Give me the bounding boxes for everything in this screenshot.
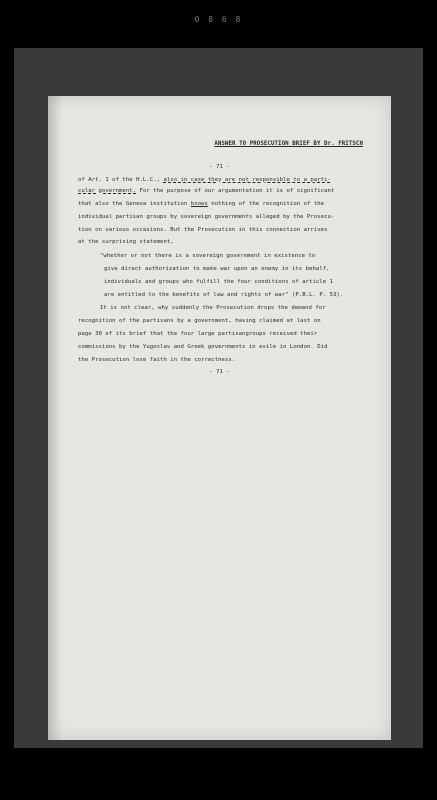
document-header: ANSWER TO PROSECUTION BRIEF BY Dr. FRITSCH (214, 141, 363, 147)
quote-line: give direct authorization to make war upon an enemy in its behalf, (104, 266, 330, 272)
text-line: that also the Geneva institution knows nothing of the recognition of the (78, 201, 325, 207)
page-number-top: - 71 - (209, 164, 230, 170)
text-line: commissions by the Yugoslav and Greek governments in exile in London. Did (78, 344, 328, 350)
text-line: of Art. 1 of the H.L.C., also in case they are not responsible to a parti- (78, 177, 331, 183)
microfilm-frame-number: 0 8 6 8 (194, 15, 243, 24)
text-line: the Prosecution lose faith in the correctness. (78, 357, 236, 363)
quote-line: "whether or not there is a sovereign government in existence to (100, 253, 316, 259)
text-line: individual partisan groups by sovereign governments alleged by the Prosecu- (78, 214, 335, 220)
text-line: tion on various occasions. But the Prosecution in this connection arrives (78, 227, 328, 233)
text-line: recognition of the partisans by a government, having claimed at last on (78, 318, 321, 324)
text-line: at the surprising statement, (78, 239, 174, 245)
text-line: It is not clear, why suddenly the Prosecution drops the demand for (100, 305, 326, 311)
page-number-bottom: - 71 - (209, 369, 230, 375)
text-line: cular government. For the purpose of our argumentation it is of significant (78, 188, 335, 194)
text-line: page 30 of its brief that the four large partisangroups received their (78, 331, 318, 337)
quote-line: individuals and groups who fulfill the four conditions of article 1 (104, 279, 333, 285)
document-page (48, 96, 391, 740)
quote-line: are entitled to the benefits of law and rights of war" (P.B.L. P. 53). (104, 292, 344, 298)
